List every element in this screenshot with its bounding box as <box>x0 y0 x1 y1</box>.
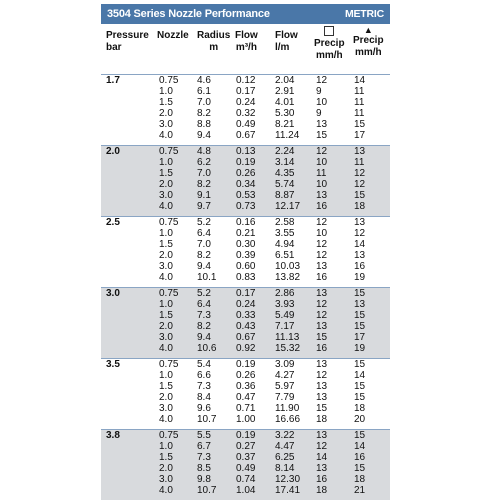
flow-m3h-cell: 0.26 <box>236 168 256 179</box>
precip-triangle-cell: 21 <box>354 485 366 496</box>
flow-m3h-cell: 0.19 <box>236 430 256 441</box>
precip-triangle-cell: 13 <box>354 299 366 310</box>
precip-triangle-cell: 16 <box>354 452 366 463</box>
flow-m3h-cell: 0.73 <box>236 201 256 212</box>
flow-m3h-cell: 0.83 <box>236 272 256 283</box>
flow-m3h-cell: 0.24 <box>236 299 256 310</box>
radius-cell: 6.4 <box>197 228 211 239</box>
table-row <box>101 485 390 496</box>
flow-lm-cell: 15.32 <box>275 343 301 354</box>
precip-square-cell: 15 <box>316 130 328 141</box>
radius-cell: 10.6 <box>197 343 217 354</box>
radius-cell: 8.2 <box>197 250 211 261</box>
radius-cell: 7.0 <box>197 239 211 250</box>
precip-square-cell: 11 <box>316 168 327 179</box>
precip-triangle-cell: 15 <box>354 119 366 130</box>
precip-square-cell: 10 <box>316 97 328 108</box>
precip-triangle-cell: 12 <box>354 168 366 179</box>
precip-triangle-cell: 14 <box>354 239 366 250</box>
nozzle-cell: 2.0 <box>159 250 173 261</box>
flow-m3h-cell: 1.04 <box>236 485 256 496</box>
flow-lm-cell: 3.14 <box>275 157 295 168</box>
precip-square-cell: 16 <box>316 343 328 354</box>
precip-square-cell: 13 <box>316 463 328 474</box>
table-row <box>101 310 390 321</box>
precip-triangle-cell: 17 <box>354 332 366 343</box>
radius-cell: 8.2 <box>197 108 211 119</box>
table-row <box>101 403 390 414</box>
flow-lm-cell: 3.09 <box>275 359 295 370</box>
precip-square-cell: 13 <box>316 359 328 370</box>
precip-square-cell: 13 <box>316 190 328 201</box>
flow-m3h-cell: 0.16 <box>236 217 256 228</box>
precip-triangle-cell: 18 <box>354 474 366 485</box>
precip-square-cell: 16 <box>316 201 328 212</box>
flow-m3h-cell: 0.21 <box>236 228 256 239</box>
nozzle-cell: 1.0 <box>159 157 173 168</box>
nozzle-cell: 1.0 <box>159 86 173 97</box>
flow-m3h-cell: 0.32 <box>236 108 256 119</box>
table-row <box>101 250 390 261</box>
nozzle-cell: 3.0 <box>159 403 173 414</box>
precip-square-cell: 9 <box>316 108 322 119</box>
pressure-group <box>101 75 390 145</box>
flow-lm-cell: 5.97 <box>275 381 295 392</box>
precip-square-cell: 12 <box>316 441 328 452</box>
precip-triangle-cell: 18 <box>354 201 366 212</box>
flow-lm-cell: 12.30 <box>275 474 301 485</box>
table-row <box>101 343 390 354</box>
flow-lm-cell: 8.87 <box>275 190 295 201</box>
radius-cell: 6.6 <box>197 370 211 381</box>
radius-cell: 7.0 <box>197 168 211 179</box>
nozzle-cell: 1.0 <box>159 299 173 310</box>
precip-square-cell: 13 <box>316 261 328 272</box>
precip-square-cell: 12 <box>316 239 328 250</box>
nozzle-cell: 1.0 <box>159 228 173 239</box>
table-row <box>101 299 390 310</box>
precip-triangle-cell: 15 <box>354 321 366 332</box>
table-row <box>101 168 390 179</box>
flow-m3h-cell: 0.26 <box>236 370 256 381</box>
flow-m3h-cell: 0.39 <box>236 250 256 261</box>
flow-lm-cell: 2.24 <box>275 146 295 157</box>
nozzle-cell: 4.0 <box>159 201 173 212</box>
radius-cell: 8.8 <box>197 119 211 130</box>
nozzle-cell: 3.0 <box>159 474 173 485</box>
flow-lm-cell: 11.24 <box>275 130 300 141</box>
precip-square-cell: 12 <box>316 75 328 86</box>
nozzle-cell: 2.0 <box>159 392 173 403</box>
precip-triangle-cell: 11 <box>354 157 365 168</box>
table-row <box>101 414 390 425</box>
table-row <box>101 239 390 250</box>
table-row <box>101 452 390 463</box>
pressure-group <box>101 217 390 287</box>
pressure-value: 2.5 <box>106 217 120 228</box>
radius-cell: 7.0 <box>197 97 211 108</box>
nozzle-cell: 0.75 <box>159 217 179 228</box>
flow-m3h-cell: 0.17 <box>236 86 256 97</box>
nozzle-cell: 1.5 <box>159 381 173 392</box>
flow-lm-cell: 11.90 <box>275 403 300 414</box>
radius-cell: 5.5 <box>197 430 211 441</box>
flow-m3h-cell: 0.12 <box>236 75 256 86</box>
precip-triangle-cell: 16 <box>354 261 366 272</box>
table-row <box>101 392 390 403</box>
flow-lm-cell: 4.27 <box>275 370 295 381</box>
precip-square-cell: 10 <box>316 179 328 190</box>
radius-cell: 9.4 <box>197 130 211 141</box>
flow-lm-cell: 8.14 <box>275 463 295 474</box>
nozzle-cell: 4.0 <box>159 414 173 425</box>
table-row <box>101 97 390 108</box>
precip-triangle-cell: 15 <box>354 392 366 403</box>
radius-cell: 9.6 <box>197 403 211 414</box>
flow-m3h-cell: 0.53 <box>236 190 256 201</box>
precip-triangle-cell: 14 <box>354 75 366 86</box>
radius-cell: 6.2 <box>197 157 211 168</box>
precip-square-cell: 9 <box>316 86 322 97</box>
radius-cell: 5.2 <box>197 217 211 228</box>
precip-square-cell: 16 <box>316 272 328 283</box>
nozzle-cell: 1.0 <box>159 441 173 452</box>
precip-square-cell: 12 <box>316 299 328 310</box>
radius-cell: 9.7 <box>197 201 211 212</box>
precip-square-cell: 13 <box>316 430 328 441</box>
precip-triangle-cell: 15 <box>354 190 366 201</box>
nozzle-cell: 3.0 <box>159 332 173 343</box>
precip-square-cell: 16 <box>316 474 328 485</box>
precip-triangle-cell: 11 <box>354 108 365 119</box>
precip-triangle-cell: 13 <box>354 217 366 228</box>
nozzle-cell: 3.0 <box>159 119 173 130</box>
flow-m3h-cell: 0.36 <box>236 381 256 392</box>
nozzle-cell: 0.75 <box>159 75 179 86</box>
pressure-value: 2.0 <box>106 146 120 157</box>
nozzle-cell: 3.0 <box>159 261 173 272</box>
table-row <box>101 332 390 343</box>
precip-triangle-cell: 15 <box>354 381 366 392</box>
precip-triangle-cell: 20 <box>354 414 366 425</box>
precip-triangle-cell: 13 <box>354 146 366 157</box>
nozzle-cell: 4.0 <box>159 272 173 283</box>
nozzle-performance-table <box>101 4 390 495</box>
nozzle-cell: 1.5 <box>159 168 173 179</box>
pressure-value: 3.8 <box>106 430 120 441</box>
nozzle-cell: 2.0 <box>159 179 173 190</box>
precip-square-cell: 13 <box>316 119 328 130</box>
flow-m3h-cell: 0.74 <box>236 474 256 485</box>
flow-m3h-cell: 0.17 <box>236 288 256 299</box>
precip-triangle-cell: 17 <box>354 130 366 141</box>
nozzle-cell: 2.0 <box>159 108 173 119</box>
unit-label: METRIC <box>344 8 384 20</box>
table-row <box>101 75 390 86</box>
table-row <box>101 288 390 299</box>
table-row <box>101 228 390 239</box>
flow-lm-cell: 2.91 <box>275 86 295 97</box>
radius-cell: 6.7 <box>197 441 211 452</box>
flow-lm-cell: 17.41 <box>275 485 301 496</box>
nozzle-cell: 1.5 <box>159 97 173 108</box>
nozzle-cell: 2.0 <box>159 321 173 332</box>
radius-cell: 9.4 <box>197 332 211 343</box>
table-row <box>101 463 390 474</box>
radius-cell: 7.3 <box>197 452 211 463</box>
radius-cell: 10.1 <box>197 272 217 283</box>
flow-lm-cell: 2.86 <box>275 288 295 299</box>
header-flow-lm: Flow l/m <box>275 30 298 53</box>
precip-triangle-cell: 14 <box>354 441 366 452</box>
radius-cell: 10.7 <box>197 414 217 425</box>
precip-square-cell: 12 <box>316 370 328 381</box>
table-row <box>101 146 390 157</box>
precip-square-cell: 15 <box>316 403 328 414</box>
nozzle-cell: 1.0 <box>159 370 173 381</box>
flow-lm-cell: 10.03 <box>275 261 301 272</box>
flow-m3h-cell: 0.30 <box>236 239 256 250</box>
radius-cell: 7.3 <box>197 310 211 321</box>
flow-m3h-cell: 0.34 <box>236 179 256 190</box>
flow-lm-cell: 13.82 <box>275 272 301 283</box>
precip-square-cell: 13 <box>316 321 328 332</box>
precip-triangle-cell: 19 <box>354 272 366 283</box>
radius-cell: 6.1 <box>197 86 211 97</box>
header-precip-square: Precip mm/h <box>314 24 345 62</box>
table-row <box>101 119 390 130</box>
flow-m3h-cell: 0.71 <box>236 403 256 414</box>
precip-triangle-cell: 15 <box>354 359 366 370</box>
header-nozzle: Nozzle <box>157 30 189 41</box>
precip-square-cell: 10 <box>316 228 328 239</box>
flow-m3h-cell: 0.92 <box>236 343 256 354</box>
precip-triangle-cell: 15 <box>354 463 366 474</box>
pressure-value: 1.7 <box>106 75 120 86</box>
precip-triangle-cell: 15 <box>354 288 366 299</box>
flow-m3h-cell: 0.60 <box>236 261 256 272</box>
flow-m3h-cell: 0.67 <box>236 130 256 141</box>
table-row <box>101 441 390 452</box>
table-row <box>101 108 390 119</box>
precip-triangle-cell: 15 <box>354 310 366 321</box>
flow-lm-cell: 6.51 <box>275 250 295 261</box>
flow-lm-cell: 5.30 <box>275 108 295 119</box>
radius-cell: 4.8 <box>197 146 211 157</box>
nozzle-cell: 0.75 <box>159 359 179 370</box>
flow-lm-cell: 7.17 <box>275 321 295 332</box>
radius-cell: 9.8 <box>197 474 211 485</box>
flow-m3h-cell: 0.19 <box>236 359 256 370</box>
radius-cell: 4.6 <box>197 75 211 86</box>
precip-square-cell: 18 <box>316 485 328 496</box>
radius-cell: 8.2 <box>197 321 211 332</box>
precip-triangle-cell: 15 <box>354 430 366 441</box>
pressure-value: 3.5 <box>106 359 120 370</box>
flow-lm-cell: 5.49 <box>275 310 295 321</box>
table-body <box>101 74 390 500</box>
header-precip-triangle: ▲ Precip mm/h <box>353 25 384 58</box>
precip-triangle-cell: 18 <box>354 403 366 414</box>
square-icon <box>324 26 334 36</box>
title-bar <box>101 4 390 24</box>
flow-m3h-cell: 1.00 <box>236 414 256 425</box>
flow-lm-cell: 4.35 <box>275 168 295 179</box>
nozzle-cell: 0.75 <box>159 288 179 299</box>
flow-lm-cell: 4.94 <box>275 239 295 250</box>
flow-m3h-cell: 0.27 <box>236 441 256 452</box>
flow-lm-cell: 3.55 <box>275 228 295 239</box>
flow-m3h-cell: 0.33 <box>236 310 256 321</box>
pressure-group <box>101 359 390 429</box>
flow-lm-cell: 4.47 <box>275 441 295 452</box>
table-row <box>101 190 390 201</box>
precip-square-cell: 13 <box>316 288 328 299</box>
pressure-group <box>101 430 390 500</box>
table-row <box>101 157 390 168</box>
flow-lm-cell: 11.13 <box>275 332 300 343</box>
table-row <box>101 370 390 381</box>
radius-cell: 5.2 <box>197 288 211 299</box>
flow-lm-cell: 7.79 <box>275 392 295 403</box>
radius-cell: 10.7 <box>197 485 217 496</box>
precip-triangle-cell: 14 <box>354 370 366 381</box>
precip-square-cell: 15 <box>316 332 328 343</box>
table-row <box>101 474 390 485</box>
radius-cell: 5.4 <box>197 359 211 370</box>
radius-cell: 7.3 <box>197 381 211 392</box>
flow-lm-cell: 6.25 <box>275 452 295 463</box>
precip-square-cell: 18 <box>316 414 328 425</box>
precip-square-cell: 12 <box>316 250 328 261</box>
table-row <box>101 321 390 332</box>
precip-triangle-cell: 19 <box>354 343 366 354</box>
flow-lm-cell: 16.66 <box>275 414 301 425</box>
flow-lm-cell: 4.01 <box>275 97 295 108</box>
header-flow-m3h: Flow m³/h <box>235 30 258 53</box>
precip-triangle-cell: 12 <box>354 228 366 239</box>
flow-lm-cell: 5.74 <box>275 179 295 190</box>
precip-square-cell: 12 <box>316 310 328 321</box>
table-row <box>101 179 390 190</box>
table-row <box>101 217 390 228</box>
table-row <box>101 359 390 370</box>
flow-m3h-cell: 0.67 <box>236 332 256 343</box>
radius-cell: 9.4 <box>197 261 211 272</box>
radius-cell: 8.2 <box>197 179 211 190</box>
precip-square-cell: 13 <box>316 381 328 392</box>
nozzle-cell: 3.0 <box>159 190 173 201</box>
table-row <box>101 130 390 141</box>
flow-m3h-cell: 0.19 <box>236 157 256 168</box>
header-radius: Radius m <box>197 30 231 53</box>
flow-m3h-cell: 0.49 <box>236 119 256 130</box>
flow-m3h-cell: 0.13 <box>236 146 256 157</box>
radius-cell: 8.4 <box>197 392 211 403</box>
precip-square-cell: 12 <box>316 217 328 228</box>
precip-square-cell: 12 <box>316 146 328 157</box>
nozzle-cell: 1.5 <box>159 239 173 250</box>
precip-square-cell: 14 <box>316 452 328 463</box>
nozzle-cell: 4.0 <box>159 130 173 141</box>
flow-m3h-cell: 0.49 <box>236 463 256 474</box>
table-row <box>101 86 390 97</box>
table-row <box>101 430 390 441</box>
flow-lm-cell: 2.04 <box>275 75 295 86</box>
table-row <box>101 272 390 283</box>
pressure-value: 3.0 <box>106 288 120 299</box>
nozzle-cell: 0.75 <box>159 430 179 441</box>
flow-m3h-cell: 0.43 <box>236 321 256 332</box>
flow-m3h-cell: 0.47 <box>236 392 256 403</box>
nozzle-cell: 1.5 <box>159 310 173 321</box>
precip-triangle-cell: 11 <box>354 97 365 108</box>
precip-triangle-cell: 11 <box>354 86 365 97</box>
nozzle-cell: 4.0 <box>159 343 173 354</box>
column-headers <box>101 24 390 74</box>
table-title: 3504 Series Nozzle Performance <box>107 8 270 20</box>
precip-triangle-cell: 13 <box>354 250 366 261</box>
nozzle-cell: 2.0 <box>159 463 173 474</box>
flow-lm-cell: 12.17 <box>275 201 301 212</box>
table-row <box>101 201 390 212</box>
nozzle-cell: 0.75 <box>159 146 179 157</box>
pressure-group <box>101 288 390 358</box>
table-row <box>101 381 390 392</box>
precip-triangle-cell: 12 <box>354 179 366 190</box>
precip-square-cell: 13 <box>316 392 328 403</box>
triangle-icon: ▲ <box>363 25 373 35</box>
flow-m3h-cell: 0.37 <box>236 452 256 463</box>
precip-square-cell: 10 <box>316 157 328 168</box>
nozzle-cell: 4.0 <box>159 485 173 496</box>
flow-lm-cell: 8.21 <box>275 119 295 130</box>
radius-cell: 8.5 <box>197 463 211 474</box>
flow-m3h-cell: 0.24 <box>236 97 256 108</box>
radius-cell: 9.1 <box>197 190 211 201</box>
flow-lm-cell: 2.58 <box>275 217 295 228</box>
header-pressure: Pressure bar <box>106 30 149 53</box>
flow-lm-cell: 3.22 <box>275 430 295 441</box>
radius-cell: 6.4 <box>197 299 211 310</box>
pressure-group <box>101 146 390 216</box>
nozzle-cell: 1.5 <box>159 452 173 463</box>
table-row <box>101 261 390 272</box>
flow-lm-cell: 3.93 <box>275 299 295 310</box>
